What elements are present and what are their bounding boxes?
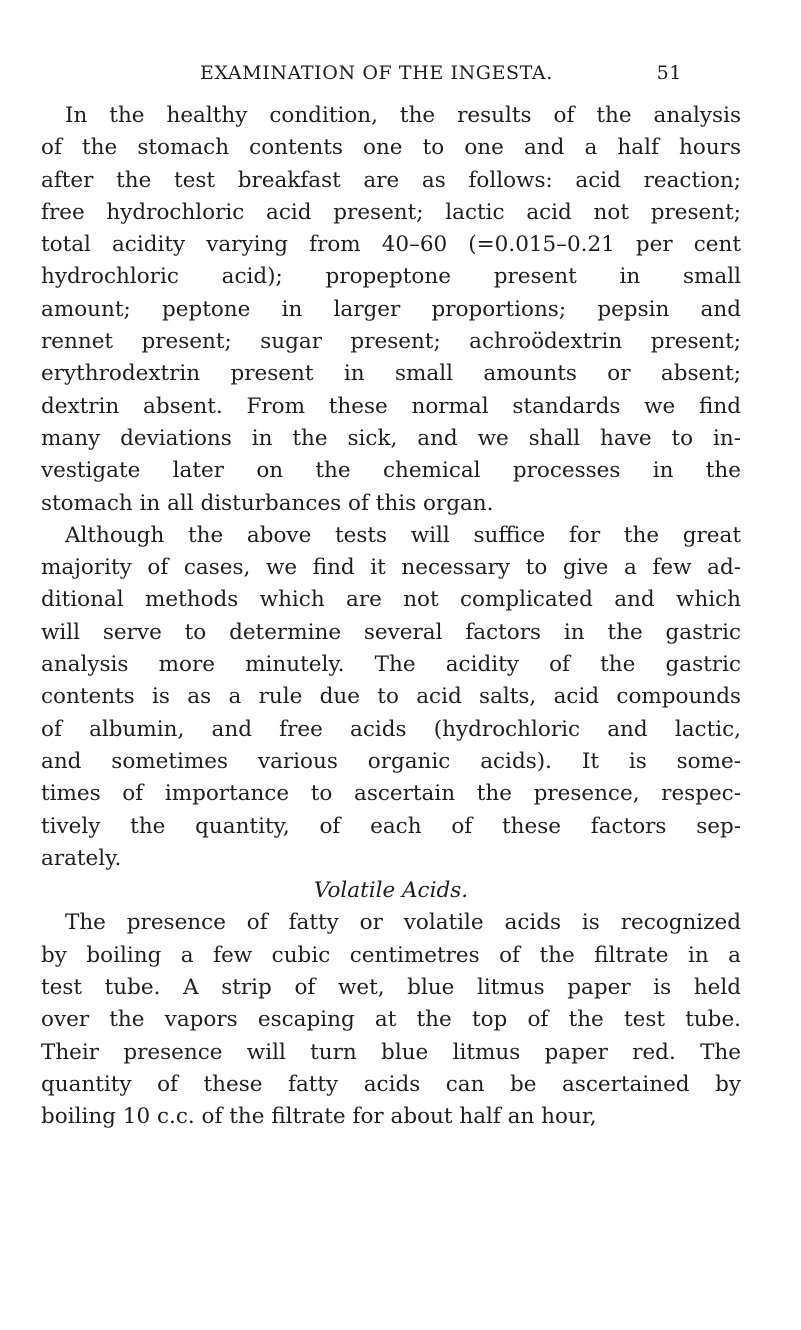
- running-title: EXAMINATION OF THE INGESTA.: [200, 62, 553, 84]
- text-line: tively the quantity, of each of these factors sep-: [41, 813, 741, 839]
- text-line: ditional methods which are not complicated and which: [41, 587, 741, 613]
- text-line: In the healthy condition, the results of the analysis: [65, 103, 741, 128]
- text-line: hydrochloric acid); propeptone present in small: [41, 264, 741, 290]
- text-line: amount; peptone in larger proportions; pepsin and: [41, 296, 741, 322]
- text-line: stomach in all disturbances of this organ.: [41, 490, 494, 516]
- text-line: The presence of fatty or volatile acids is recognized: [65, 910, 741, 936]
- text-line: over the vapors escaping at the top of the test tube.: [41, 1007, 741, 1033]
- text-line: will serve to determine several factors in the gastric: [41, 619, 741, 645]
- text-line: and sometimes various organic acids). It is some-: [41, 748, 741, 774]
- text-line: rennet present; sugar present; achroödextrin present;: [41, 329, 741, 355]
- page-number: 51: [656, 62, 682, 84]
- text-line: quantity of these fatty acids can be ascertained by: [41, 1071, 741, 1097]
- text-line: dextrin absent. From these normal standards we find: [41, 393, 741, 419]
- running-head: [200, 58, 682, 88]
- text-line: many deviations in the sick, and we shall have to in-: [41, 425, 741, 451]
- text-line: erythrodextrin present in small amounts or absent;: [41, 361, 741, 387]
- text-line: of albumin, and free acids (hydrochloric and lactic,: [41, 716, 741, 742]
- text-line: of the stomach contents one to one and a half hours: [41, 135, 741, 161]
- text-line: Their presence will turn blue litmus paper red. The: [41, 1039, 741, 1065]
- text-line: analysis more minutely. The acidity of the gastric: [41, 652, 741, 678]
- text-line: after the test breakfast are as follows: acid reaction;: [41, 167, 741, 193]
- text-line: vestigate later on the chemical processes in the: [41, 458, 741, 484]
- section-heading: Volatile Acids.: [313, 878, 469, 904]
- text-line: boiling 10 c.c. of the filtrate for about half an hour,: [41, 1104, 597, 1130]
- text-line: test tube. A strip of wet, blue litmus paper is held: [41, 975, 741, 1001]
- text-line: majority of cases, we find it necessary to give a few ad-: [41, 555, 741, 581]
- text-line: free hydrochloric acid present; lactic acid not present;: [41, 199, 741, 225]
- text-line: by boiling a few cubic centimetres of the filtrate in a: [41, 942, 741, 968]
- text-line: total acidity varying from 40–60 (=0.015–0.21 per cent: [41, 232, 741, 258]
- text-line: Although the above tests will suffice for the great: [65, 522, 741, 548]
- text-line: times of importance to ascertain the presence, respec-: [41, 781, 741, 807]
- body-text: [41, 100, 741, 1134]
- text-line: contents is as a rule due to acid salts, acid compounds: [41, 684, 741, 710]
- text-line: arately.: [41, 845, 122, 871]
